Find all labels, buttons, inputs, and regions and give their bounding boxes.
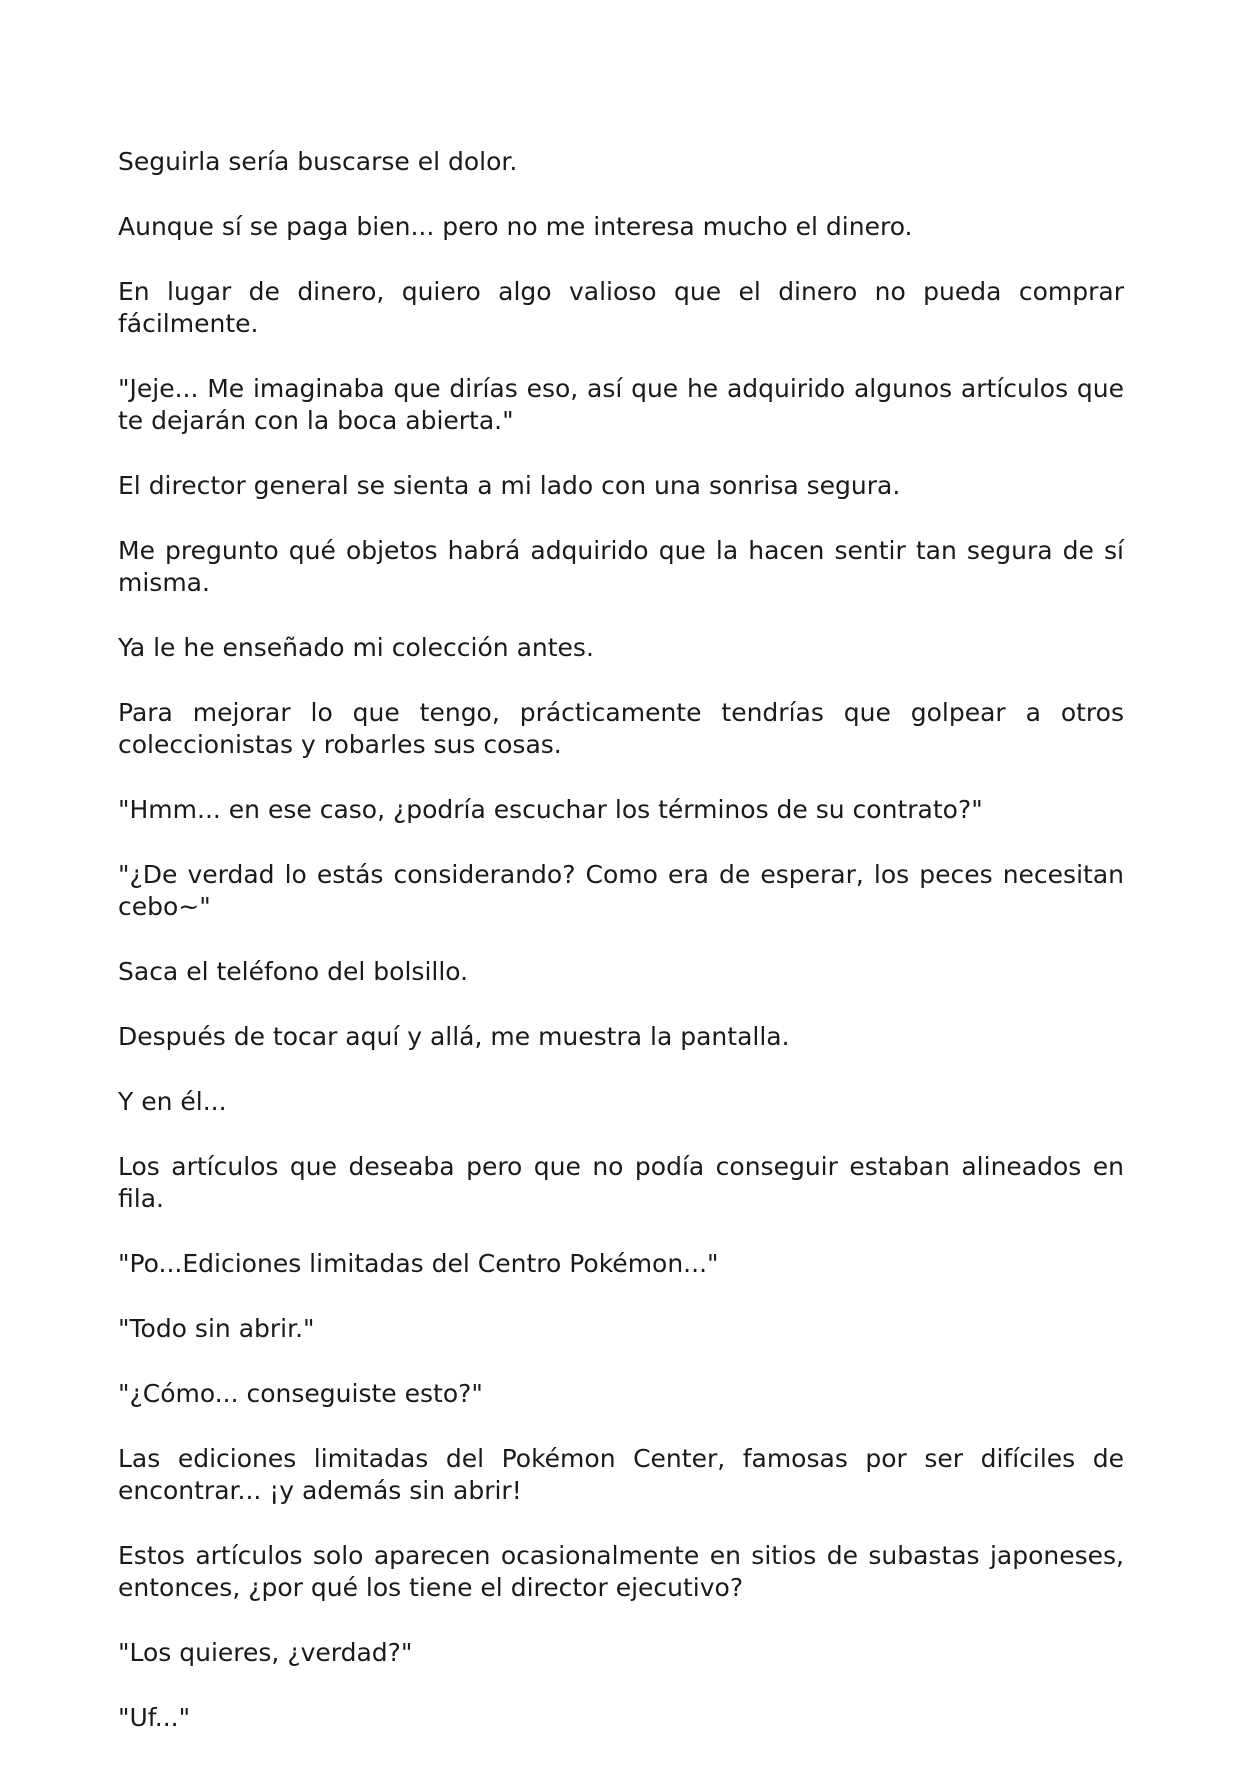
- paragraph: "Po...Ediciones limitadas del Centro Pokémon...": [118, 1249, 719, 1278]
- paragraph: Los artículos que deseaba pero que no podía conseguir estaban alineados en fila.: [118, 1152, 1124, 1213]
- paragraph: "¿Cómo... conseguiste esto?": [118, 1379, 483, 1408]
- paragraph: Después de tocar aquí y allá, me muestra la pantalla.: [118, 1022, 790, 1051]
- paragraph: Y en él...: [118, 1087, 227, 1116]
- paragraph: El director general se sienta a mi lado con una sonrisa segura.: [118, 471, 901, 500]
- paragraph: Me pregunto qué objetos habrá adquirido que la hacen sentir tan segura de sí misma.: [118, 536, 1124, 597]
- paragraph: "Los quieres, ¿verdad?": [118, 1638, 413, 1667]
- paragraph: "Jeje... Me imaginaba que dirías eso, así que he adquirido algunos artículos que te dejarán con la boca abierta.": [118, 374, 1124, 435]
- paragraph: Las ediciones limitadas del Pokémon Center, famosas por ser difíciles de encontrar... ¡y además sin abrir!: [118, 1444, 1124, 1505]
- paragraph: "¿De verdad lo estás considerando? Como era de esperar, los peces necesitan cebo~": [118, 860, 1124, 921]
- paragraph: Estos artículos solo aparecen ocasionalmente en sitios de subastas japoneses, entonces, ¿por qué los tiene el director ejecutivo?: [118, 1541, 1124, 1602]
- paragraph: "Todo sin abrir.": [118, 1314, 315, 1343]
- paragraph: En lugar de dinero, quiero algo valioso que el dinero no pueda comprar fácilmente.: [118, 277, 1124, 338]
- paragraph: "Hmm... en ese caso, ¿podría escuchar los términos de su contrato?": [118, 795, 983, 824]
- paragraph: "Uf...": [118, 1703, 191, 1732]
- paragraph: Aunque sí se paga bien... pero no me interesa mucho el dinero.: [118, 212, 913, 241]
- paragraph: Saca el teléfono del bolsillo.: [118, 957, 469, 986]
- paragraph: Ya le he enseñado mi colección antes.: [118, 633, 594, 662]
- paragraph: Seguirla sería buscarse el dolor.: [118, 147, 518, 176]
- paragraph: Para mejorar lo que tengo, prácticamente tendrías que golpear a otros coleccionistas y robarles sus cosas.: [118, 698, 1124, 759]
- document-body: [118, 146, 1124, 1767]
